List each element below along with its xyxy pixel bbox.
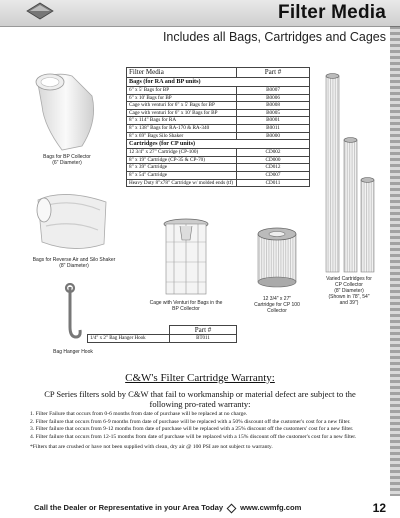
- hook-caption: Bag Hanger Hook: [53, 349, 93, 355]
- footer-url-link[interactable]: www.cwmfg.com: [240, 503, 302, 512]
- table-row: [127, 117, 310, 125]
- hook-image: [60, 283, 82, 341]
- table-header-row: [88, 326, 237, 335]
- page-title: Filter Media: [278, 2, 386, 23]
- row-desc: Heavy Duty 8"x78" Cartridge w/ molded ends (tf): [127, 179, 237, 187]
- row-part: BT011: [170, 335, 237, 343]
- header-bar: [0, 0, 400, 27]
- row-desc: 6" x 5' Bags for BP: [127, 87, 237, 95]
- warranty-item: 2. Filter failure that occurs from 6-9 months from date of purchase will be replaced with a 50% discount off the customer's cost for a new filter.: [30, 418, 351, 425]
- table-row: [127, 171, 310, 179]
- table-row: [127, 149, 310, 157]
- footer: [0, 500, 400, 518]
- row-desc: 1/4" x 2" Bag Hanger Hook: [88, 335, 170, 343]
- row-part: B0005: [237, 109, 310, 117]
- warranty-item: 3. Filter failure that occurs from 9-12 months from date of purchase will be replaced with a 25% discount off the customers' cost for a new filter.: [30, 426, 354, 433]
- row-part: B0007: [237, 87, 310, 95]
- row-part: CD012: [237, 164, 310, 172]
- col-part-header: Part #: [170, 326, 237, 335]
- row-part: B0011: [237, 124, 310, 132]
- page-subtitle: Includes all Bags, Cartridges and Cages: [162, 30, 386, 44]
- ra-bags-caption: Bags for Reverse Air and Silo Shaker (8" Diameter): [32, 257, 116, 269]
- page-number: 12: [372, 501, 386, 515]
- row-part: CD000: [237, 156, 310, 164]
- warranty-note: *Filters that are crushed or have not been supplied with clean, dry air @ 100 PSI are not subject to warranty.: [30, 444, 273, 451]
- row-part: CD011: [237, 179, 310, 187]
- cage-image: [160, 218, 212, 298]
- section-heading: Bags (for RA and BP units): [127, 78, 310, 87]
- filter-media-table: [126, 67, 310, 187]
- col-media-header: Filter Media: [127, 68, 237, 78]
- section-heading: Cartridges (for CP units): [127, 140, 310, 149]
- warranty-intro: CP Series filters sold by C&W that fail to workmanship or material defect are subject to the following pro-rated warranty:: [44, 389, 356, 409]
- diamond-logo-icon: [26, 2, 54, 20]
- footer-text-block: [34, 503, 301, 512]
- cage-caption: Cage with Venturi for Bags in the BP Collector: [149, 300, 223, 312]
- row-desc: 8" x 39" Cartridge: [127, 164, 237, 172]
- row-desc: 8" x 114" Bags for RA: [127, 117, 237, 125]
- row-desc: Cage with venturi for 6" x 10' Bags for BP: [127, 109, 237, 117]
- row-part: B0008: [237, 102, 310, 110]
- table-row: [127, 164, 310, 172]
- row-desc: 8" x 54" Cartridge: [127, 171, 237, 179]
- section-heading-row: [127, 140, 310, 149]
- row-part: B0000: [237, 132, 310, 140]
- bp-bags-caption: Bags for BP Collector (6" Diameter): [43, 154, 91, 166]
- table-row: [127, 156, 310, 164]
- table-row: [88, 335, 237, 343]
- warranty-item: 1. Filter Failure that occurs from 0-6 months from date of purchase will be replaced at no charge.: [30, 411, 248, 417]
- warranty-list: [30, 411, 380, 452]
- row-desc: 8" x 138" Bags for RA-170 & RA-340: [127, 124, 237, 132]
- row-part: CD007: [237, 171, 310, 179]
- row-desc: 12 3/4" x 27" Cartridge (CP-100): [127, 149, 237, 157]
- row-desc: 6" x 10' Bags for BP: [127, 94, 237, 102]
- warranty-title: C&W's Filter Cartridge Warranty:: [125, 372, 275, 384]
- empty-header-cell: [88, 326, 170, 335]
- hook-part-table: [87, 325, 237, 343]
- section-heading-row: [127, 78, 310, 87]
- cp100-caption: 12 3/4" x 27" Cartridge for CP 100 Collector: [254, 296, 300, 314]
- bp-bags-image: [32, 66, 104, 154]
- diamond-icon: [227, 503, 237, 513]
- table-row: [127, 87, 310, 95]
- table-row: [127, 124, 310, 132]
- footer-call-text: Call the Dealer or Representative in your Area Today: [34, 503, 224, 512]
- col-part-header: Part #: [237, 68, 310, 78]
- table-row: [127, 102, 310, 110]
- cp100-cartridge-image: [254, 226, 300, 288]
- table-header-row: [127, 68, 310, 78]
- row-part: B0001: [237, 117, 310, 125]
- row-part: CD002: [237, 149, 310, 157]
- warranty-item: 4. Filter failure that occurs from 12-15 months from date of purchase will be replaced with a 15% discount off the customer's cost for a new filter.: [30, 434, 357, 441]
- varied-cartridges-image: [318, 70, 380, 274]
- table-row: [127, 94, 310, 102]
- row-desc: 8" x 69" Bags Silo Shaker: [127, 132, 237, 140]
- varied-cartridges-caption: Varied Cartridges for CP Collector (8" Diameter) (Shown in 78", 54" and 39"): [326, 276, 372, 306]
- ra-bags-image: [34, 186, 110, 256]
- table-row: [127, 109, 310, 117]
- row-part: B0006: [237, 94, 310, 102]
- row-desc: Cage with venturi for 6" x 5' Bags for BP: [127, 102, 237, 110]
- table-row: [127, 179, 310, 187]
- table-row: [127, 132, 310, 140]
- row-desc: 8" x 19" Cartridge (CP-35 & CP-70): [127, 156, 237, 164]
- side-stripe: [390, 26, 400, 496]
